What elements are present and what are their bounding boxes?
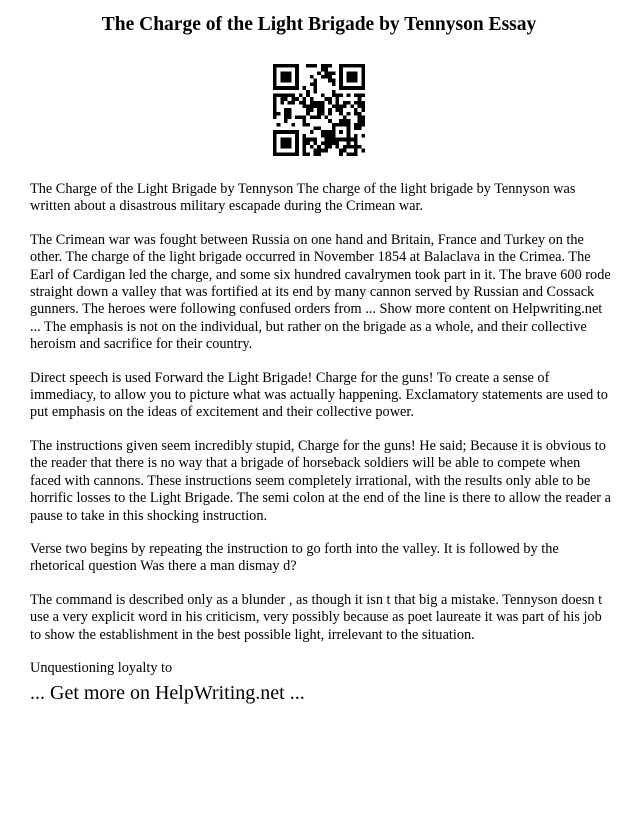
paragraph: Direct speech is used Forward the Light Brigade! Charge for the guns! To create a sense of immediacy, to allow you to picture what was actually happening. Exclamatory statements are used to put emphasis on the ideas of excitement and their collective power. (30, 369, 608, 421)
get-more-link[interactable]: ... Get more on HelpWriting.net ... (30, 682, 305, 704)
page-title: The Charge of the Light Brigade by Tennyson Essay (101, 14, 537, 35)
paragraph: Unquestioning loyalty to (30, 659, 173, 676)
paragraph: The instructions given seem incredibly stupid, Charge for the guns! He said; Because it is obvious to the reader that there is no way that a brigade of horseback soldiers will be able to compete when faced with cannons. These instructions seem completely irrational, with the results only able to be horrific losses to the Light Brigade. The semi colon at the end of the line is there to allow the reader a pause to take in this shocking instruction. (30, 437, 611, 524)
paragraph: The Crimean war was fought between Russia on one hand and Britain, France and Turkey on the other. The charge of the light brigade occurred in November 1854 at Balaclava in the Crimea. The Earl of Cardigan led the charge, and some six hundred cavalrymen took part in it. The brave 600 rode straight down a valley that was fortified at its end by many cannon served by Russian and Cossack gunners. The heroes were following confused orders from ... Show more content on Helpwriting.net ... The emphasis is not on the individual, but rather on the brigade as a whole, and their collective heroism and sacrifice for their country. (30, 231, 611, 353)
qr-code-icon (273, 64, 365, 156)
paragraph: The command is described only as a blunder , as though it isn t that big a mistake. Tennyson doesn t use a very explicit word in his criticism, very possibly because as poet laureate it was part of his job to show the establishment in the best possible light, irrelevant to the situation. (30, 591, 603, 643)
paragraph: The Charge of the Light Brigade by Tennyson The charge of the light brigade by Tennyson was written about a disastrous military escapade during the Crimean war. (30, 181, 576, 215)
essay-body (30, 181, 614, 693)
paragraph: Verse two begins by repeating the instruction to go forth into the valley. It is followed by the rhetorical question Was there a man dismay d? (30, 540, 559, 575)
